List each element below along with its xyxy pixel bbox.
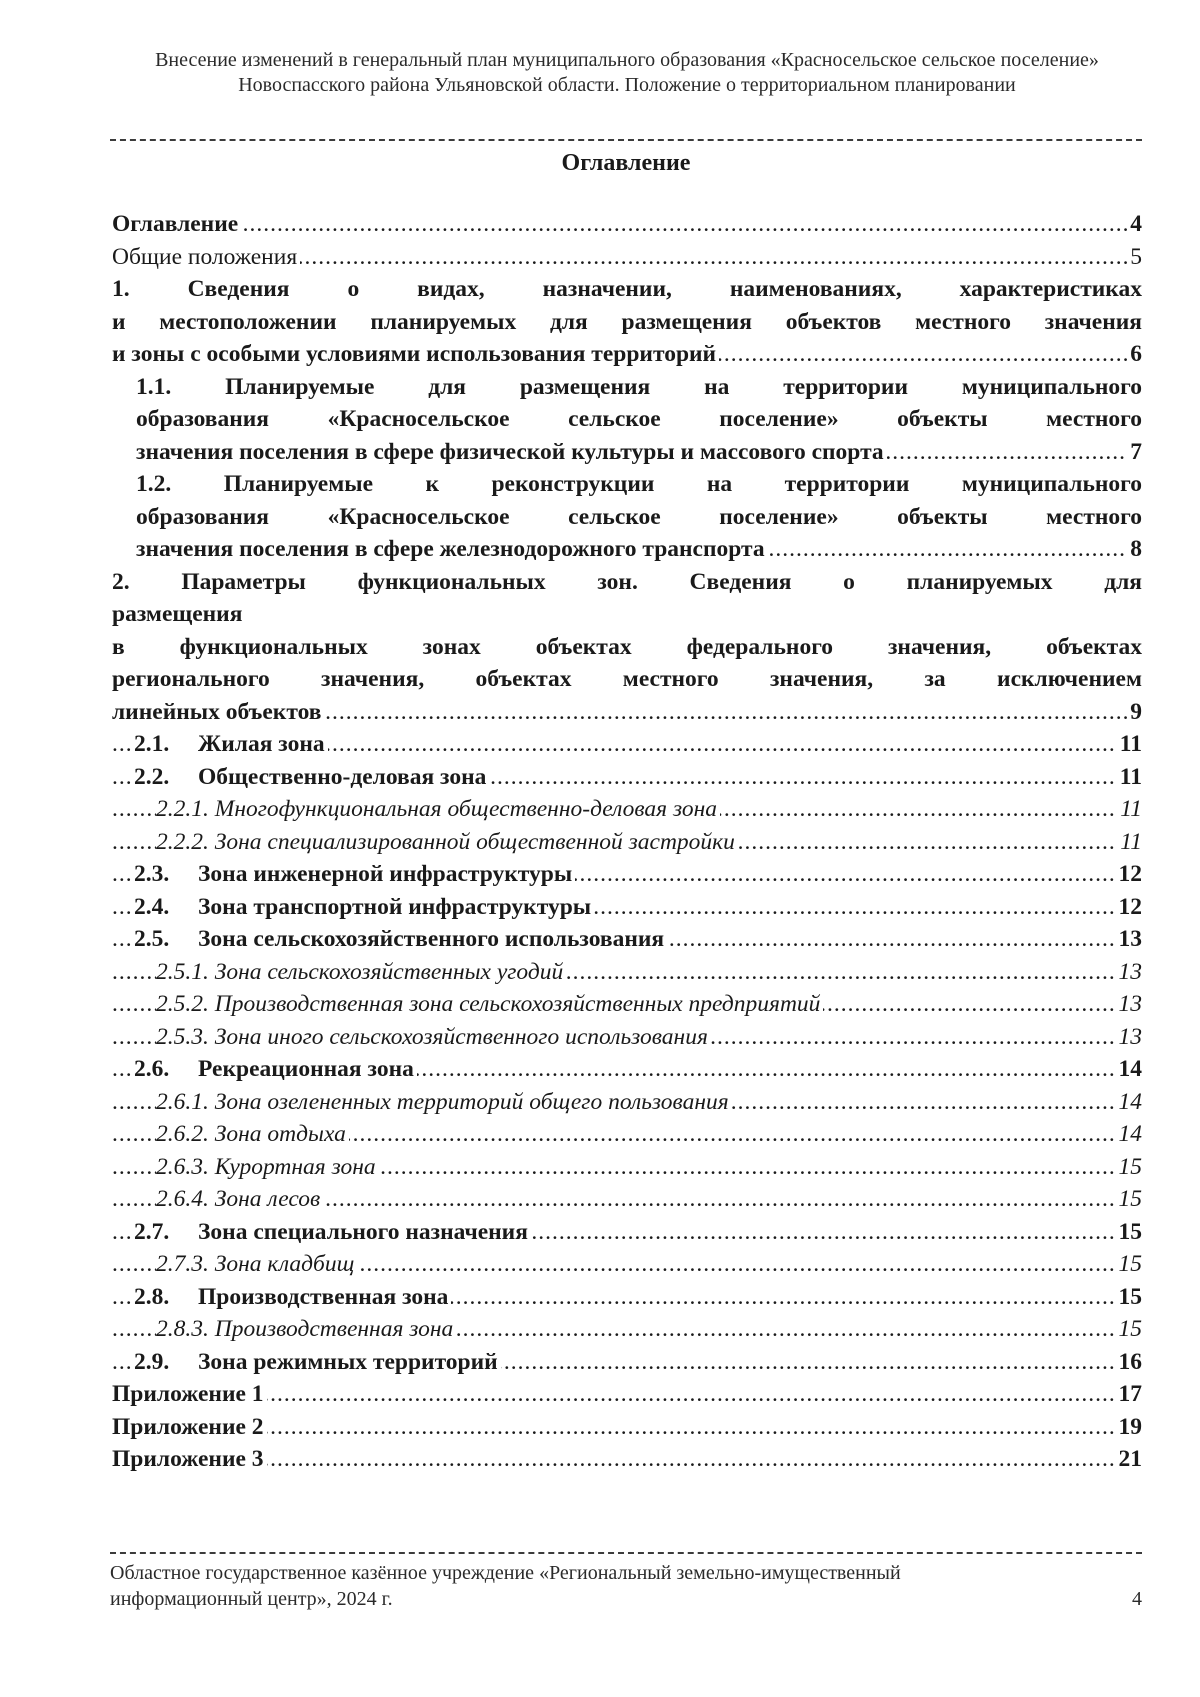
toc-page: 11 bbox=[1117, 728, 1142, 761]
toc-entry-2-7-3[interactable]: 2.7.3. Зона кладбищ 15 ..... bbox=[112, 1248, 1142, 1281]
toc-page: 14 bbox=[1116, 1053, 1143, 1086]
toc-entry-2-6-4[interactable]: 2.6.4. Зона лесов 15 ..... bbox=[112, 1183, 1142, 1216]
header-text: Внесение изменений в генеральный план муниципального образования «Красносельское сельское поселение» Новоспасского района Ульяновской области. Положение о территориальном планировании bbox=[155, 49, 1099, 96]
toc-page: 15 bbox=[1116, 1216, 1143, 1249]
toc-entry-2-6-2[interactable]: 2.6.2. Зона отдыха 14 ..... bbox=[112, 1118, 1142, 1151]
toc-entry-2-5[interactable]: 2.5. Зона сельскохозяйственного использования 13 ..... bbox=[112, 923, 1142, 956]
toc-entry-2-6[interactable]: 2.6. Рекреационная зона 14 ..... bbox=[112, 1053, 1142, 1086]
toc-entry-section-1-1[interactable]: 1.1. Планируемые для размещения на территории муниципального образования «Красносельское сельское поселение» объекты местного значения поселения в сфере физической культуры и массового спорта 7 ..... bbox=[112, 371, 1142, 469]
toc-page: 13 bbox=[1116, 1021, 1143, 1054]
toc-page: 5 bbox=[1127, 241, 1142, 274]
toc-entry-2-5-2[interactable]: 2.5.2. Производственная зона сельскохозяйственных предприятий 13 ..... bbox=[112, 988, 1142, 1021]
toc-page: 15 bbox=[1116, 1183, 1143, 1216]
toc-page: 8 bbox=[1127, 533, 1142, 566]
toc-page: 11 bbox=[1117, 826, 1142, 859]
toc-entry-2-8[interactable]: 2.8. Производственная зона 15 ..... bbox=[112, 1281, 1142, 1314]
header-divider bbox=[110, 139, 1142, 141]
toc-page: 11 bbox=[1117, 761, 1142, 794]
toc-entry-appendix-3[interactable]: Приложение 3 21 ..... bbox=[112, 1443, 1142, 1476]
toc-entry-2-5-1[interactable]: 2.5.1. Зона сельскохозяйственных угодий 13 ..... bbox=[112, 956, 1142, 989]
table-of-contents bbox=[112, 208, 1142, 1476]
toc-page: 12 bbox=[1116, 858, 1143, 891]
toc-page: 15 bbox=[1116, 1313, 1143, 1346]
toc-entry-2-4[interactable]: 2.4. Зона транспортной инфраструктуры 12 ..... bbox=[112, 891, 1142, 924]
toc-page: 14 bbox=[1116, 1118, 1143, 1151]
document-header bbox=[112, 48, 1142, 98]
toc-entry-2-5-3[interactable]: 2.5.3. Зона иного сельскохозяйственного использования 13 ..... bbox=[112, 1021, 1142, 1054]
toc-entry-2-8-3[interactable]: 2.8.3. Производственная зона 15 ..... bbox=[112, 1313, 1142, 1346]
toc-entry-2-7[interactable]: 2.7. Зона специального назначения 15 ..... bbox=[112, 1216, 1142, 1249]
toc-entry-section-1-2[interactable]: 1.2. Планируемые к реконструкции на территории муниципального образования «Красносельское сельское поселение» объекты местного значения поселения в сфере железнодорожного транспорта 8 ..... bbox=[112, 468, 1142, 566]
toc-page: 15 bbox=[1116, 1248, 1143, 1281]
toc-entry-2-2-2[interactable]: 2.2.2. Зона специализированной общественной застройки 11 ..... bbox=[112, 826, 1142, 859]
toc-page: 11 bbox=[1117, 793, 1142, 826]
toc-page: 9 bbox=[1127, 696, 1142, 729]
toc-entry-general[interactable]: Общие положения 5 ..... bbox=[112, 241, 1142, 274]
toc-entry-contents[interactable]: Оглавление 4 ..... bbox=[112, 208, 1142, 241]
toc-entry-2-3[interactable]: 2.3. Зона инженерной инфраструктуры 12 ..... bbox=[112, 858, 1142, 891]
toc-entry-section-1[interactable]: 1. Сведения о видах, назначении, наименованиях, характеристиках и местоположении планируемых для размещения объектов местного значения и зоны с особыми условиями использования территорий 6 ..... bbox=[112, 273, 1142, 371]
toc-entry-section-2[interactable]: 2. Параметры функциональных зон. Сведения о планируемых для размещения в функциональных зонах объектах федерального значения, объектах регионального значения, объектах местного значения, за исключением линейных объектов 9 ..... bbox=[112, 566, 1142, 729]
toc-page: 13 bbox=[1116, 988, 1143, 1021]
toc-entry-2-6-3[interactable]: 2.6.3. Курортная зона 15 ..... bbox=[112, 1151, 1142, 1184]
toc-page: 15 bbox=[1116, 1151, 1143, 1184]
toc-entry-2-9[interactable]: 2.9. Зона режимных территорий 16 ..... bbox=[112, 1346, 1142, 1379]
footer-line-1: Областное государственное казённое учреждение «Региональный земельно-имущественный bbox=[110, 1562, 901, 1584]
toc-entry-2-6-1[interactable]: 2.6.1. Зона озелененных территорий общего пользования 14 ..... bbox=[112, 1086, 1142, 1119]
toc-page: 13 bbox=[1116, 956, 1143, 989]
toc-entry-2-2-1[interactable]: 2.2.1. Многофункциональная общественно-деловая зона 11 ..... bbox=[112, 793, 1142, 826]
toc-page: 12 bbox=[1116, 891, 1143, 924]
toc-page: 21 bbox=[1116, 1443, 1143, 1476]
toc-entry-appendix-2[interactable]: Приложение 2 19 ..... bbox=[112, 1411, 1142, 1444]
footer-divider bbox=[110, 1552, 1142, 1554]
toc-page: 14 bbox=[1116, 1086, 1143, 1119]
toc-page: 16 bbox=[1116, 1346, 1143, 1379]
footer-line-2: информационный центр», 2024 г. bbox=[110, 1588, 393, 1610]
toc-page: 6 bbox=[1127, 338, 1142, 371]
document-footer bbox=[110, 1560, 1142, 1612]
toc-page: 13 bbox=[1116, 923, 1143, 956]
toc-entry-2-2[interactable]: 2.2. Общественно-деловая зона 11 ..... bbox=[112, 761, 1142, 794]
toc-entry-appendix-1[interactable]: Приложение 1 17 ..... bbox=[112, 1378, 1142, 1411]
page-number: 4 bbox=[1132, 1588, 1142, 1610]
toc-page: 15 bbox=[1116, 1281, 1143, 1314]
toc-page: 7 bbox=[1127, 436, 1142, 469]
toc-entry-2-1[interactable]: 2.1. Жилая зона 11 ..... bbox=[112, 728, 1142, 761]
toc-page: 19 bbox=[1116, 1411, 1143, 1444]
page-title: Оглавление bbox=[561, 150, 691, 176]
toc-page: 4 bbox=[1127, 208, 1142, 241]
toc-page: 17 bbox=[1116, 1378, 1143, 1411]
